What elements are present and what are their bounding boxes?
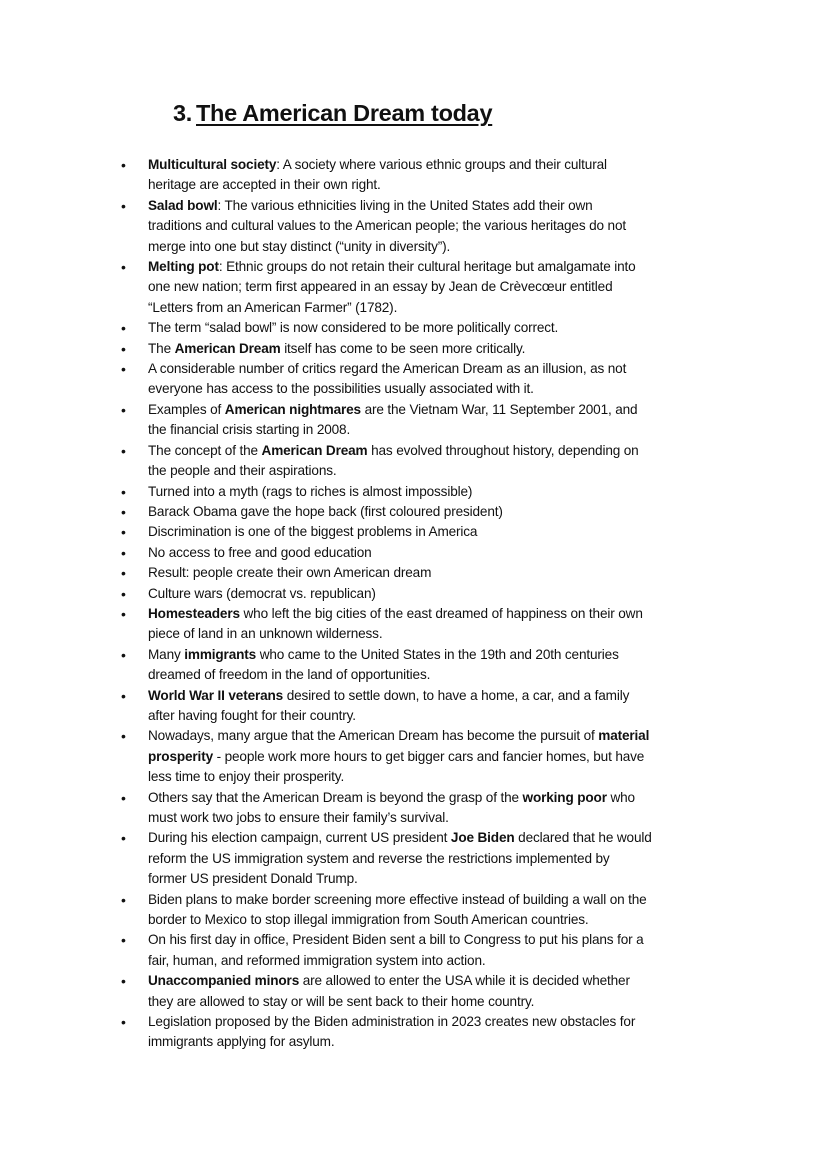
text-line xyxy=(148,543,828,563)
text-segment: less time to enjoy their prosperity. xyxy=(148,769,345,785)
bold-term: Unaccompanied minors xyxy=(148,973,300,989)
list-item xyxy=(0,155,828,196)
bullet-icon: • xyxy=(121,932,126,949)
bullet-icon: • xyxy=(121,524,126,541)
text-line xyxy=(148,298,828,318)
list-item xyxy=(0,543,828,563)
text-segment: Result: people create their own American dream xyxy=(148,565,432,581)
list-item xyxy=(0,522,828,542)
text-line xyxy=(148,910,828,930)
bullet-icon: • xyxy=(121,259,126,276)
text-line xyxy=(148,400,828,420)
text-line xyxy=(148,237,828,257)
text-line xyxy=(148,379,828,399)
text-segment: fair, human, and reformed immigration system into action. xyxy=(148,952,486,968)
text-segment: Nowadays, many argue that the American Dream has become the pursuit of xyxy=(148,728,599,744)
text-line xyxy=(148,359,828,379)
list-item xyxy=(0,482,828,502)
text-segment: Culture wars (democrat vs. republican) xyxy=(148,585,376,601)
text-segment: heritage are accepted in their own right. xyxy=(148,177,381,193)
text-segment: : A society where various ethnic groups and their cultural xyxy=(276,157,607,172)
bold-term: American Dream xyxy=(261,442,368,458)
text-segment: - people work more hours to get bigger cars and fancier homes, but have xyxy=(212,748,645,764)
page-title xyxy=(173,100,492,127)
list-item xyxy=(0,828,828,889)
text-line xyxy=(148,441,828,461)
text-segment: Examples of xyxy=(148,401,225,417)
text-segment: has evolved throughout history, depending on xyxy=(367,442,639,458)
text-segment: desired to settle down, to have a home, a car, and a family xyxy=(283,687,630,703)
text-segment: the financial crisis starting in 2008. xyxy=(148,422,351,438)
text-line xyxy=(148,686,828,706)
list-item xyxy=(0,359,828,400)
text-line xyxy=(148,706,828,726)
bullet-icon: • xyxy=(121,320,126,337)
text-line xyxy=(148,522,828,542)
text-segment: Many xyxy=(148,646,185,662)
text-segment: “Letters from an American Farmer” (1782). xyxy=(148,299,398,315)
text-segment: declared that he would xyxy=(514,830,652,846)
text-line xyxy=(148,869,828,889)
text-segment: one new nation; term first appeared in an essay by Jean de Crèvecœur entitled xyxy=(148,279,613,295)
list-item xyxy=(0,441,828,482)
text-segment: The term “salad bowl” is now considered to be more politically correct. xyxy=(148,320,559,336)
text-segment: Barack Obama gave the hope back (first coloured president) xyxy=(148,503,503,519)
text-line xyxy=(148,828,828,848)
text-segment: The xyxy=(148,340,175,356)
bold-term: immigrants xyxy=(184,646,257,662)
list-item xyxy=(0,584,828,604)
text-segment: border to Mexico to stop illegal immigration from South American countries. xyxy=(148,912,589,928)
list-item xyxy=(0,257,828,318)
text-segment: A considerable number of critics regard the American Dream as an illusion, as not xyxy=(148,361,627,377)
bullet-icon: • xyxy=(121,1014,126,1031)
text-line xyxy=(148,992,828,1012)
list-item xyxy=(0,726,828,787)
text-segment: : The various ethnicities living in the United States add their own xyxy=(217,197,593,213)
bullet-icon: • xyxy=(121,789,126,806)
text-line xyxy=(148,482,828,502)
bullet-icon: • xyxy=(121,442,126,459)
text-line xyxy=(148,502,828,522)
list-item xyxy=(0,1012,828,1053)
text-segment: dreamed of freedom in the land of opportunities. xyxy=(148,667,431,683)
bold-term: Multicultural society xyxy=(148,157,277,172)
text-line xyxy=(148,747,828,767)
text-line xyxy=(148,930,828,950)
text-line xyxy=(148,318,828,338)
text-line xyxy=(148,788,828,808)
list-item xyxy=(0,971,828,1012)
list-item xyxy=(0,788,828,829)
section-number: 3. xyxy=(173,100,192,126)
bullet-icon: • xyxy=(121,728,126,745)
text-line xyxy=(148,849,828,869)
text-segment: the people and their aspirations. xyxy=(148,463,337,479)
list-item xyxy=(0,930,828,971)
bullet-icon: • xyxy=(121,973,126,990)
bullet-icon: • xyxy=(121,585,126,602)
bullet-icon: • xyxy=(121,401,126,418)
text-segment: are allowed to enter the USA while it is decided whether xyxy=(299,973,630,989)
text-segment: Legislation proposed by the Biden administration in 2023 creates new obstacles for xyxy=(148,1014,636,1030)
bullet-icon: • xyxy=(121,544,126,561)
text-segment: immigrants applying for asylum. xyxy=(148,1034,335,1050)
text-line xyxy=(148,767,828,787)
bold-term: American nightmares xyxy=(224,401,361,417)
bullet-icon: • xyxy=(121,340,126,357)
text-line xyxy=(148,420,828,440)
text-line xyxy=(148,277,828,297)
bold-term: American Dream xyxy=(174,340,281,356)
bullet-icon: • xyxy=(121,891,126,908)
text-segment: Others say that the American Dream is beyond the grasp of the xyxy=(148,789,523,805)
list-item xyxy=(0,339,828,359)
text-line xyxy=(148,665,828,685)
text-line xyxy=(148,1032,828,1052)
bold-term: Melting pot xyxy=(148,259,219,275)
text-line xyxy=(148,604,828,624)
text-segment: Discrimination is one of the biggest problems in America xyxy=(148,524,478,540)
bold-term: Joe Biden xyxy=(450,830,515,846)
list-item xyxy=(0,645,828,686)
bullet-icon: • xyxy=(121,830,126,847)
list-item xyxy=(0,502,828,522)
text-line xyxy=(148,645,828,665)
bold-term: Homesteaders xyxy=(148,605,240,621)
text-line xyxy=(148,196,828,216)
bullet-icon: • xyxy=(121,687,126,704)
text-line xyxy=(148,461,828,481)
bold-term: Salad bowl xyxy=(148,197,218,213)
text-segment: who came to the United States in the 19th and 20th centuries xyxy=(256,646,619,662)
text-segment: itself has come to be seen more critically. xyxy=(280,340,526,356)
text-line xyxy=(148,808,828,828)
text-segment: who xyxy=(606,789,635,805)
bold-term: prosperity xyxy=(148,748,213,764)
list-item xyxy=(0,604,828,645)
bullet-icon: • xyxy=(121,605,126,622)
text-segment: after having fought for their country. xyxy=(148,707,356,723)
list-item xyxy=(0,400,828,441)
text-line xyxy=(148,175,828,195)
text-line xyxy=(148,563,828,583)
list-item xyxy=(0,563,828,583)
text-line xyxy=(148,726,828,746)
bold-term: material xyxy=(598,728,650,744)
bold-term: World War II veterans xyxy=(148,687,284,703)
text-segment: are the Vietnam War, 11 September 2001, and xyxy=(360,401,638,417)
bullet-icon: • xyxy=(121,503,126,520)
text-line xyxy=(148,1012,828,1032)
bullet-icon: • xyxy=(121,157,126,173)
text-segment: No access to free and good education xyxy=(148,544,372,560)
list-item xyxy=(0,318,828,338)
text-segment: piece of land in an unknown wilderness. xyxy=(148,626,383,642)
text-segment: Biden plans to make border screening more effective instead of building a wall on the xyxy=(148,891,647,907)
text-line xyxy=(148,971,828,991)
bullet-icon: • xyxy=(121,565,126,582)
bullet-list xyxy=(0,155,828,1053)
text-segment: they are allowed to stay or will be sent back to their home country. xyxy=(148,993,535,1009)
bullet-icon: • xyxy=(121,361,126,378)
text-segment: everyone has access to the possibilities usually associated with it. xyxy=(148,381,534,397)
text-segment: who left the big cities of the east dreamed of happiness on their own xyxy=(239,605,643,621)
list-item xyxy=(0,890,828,931)
text-line xyxy=(148,584,828,604)
text-line xyxy=(148,257,828,277)
text-line xyxy=(148,216,828,236)
text-segment: merge into one but stay distinct (“unity in diversity”). xyxy=(148,238,451,254)
section-title: The American Dream today xyxy=(196,100,493,126)
bullet-icon: • xyxy=(121,197,126,214)
bold-term: working poor xyxy=(522,789,607,805)
bullet-icon: • xyxy=(121,646,126,663)
text-segment: The concept of the xyxy=(148,442,262,458)
text-line xyxy=(148,951,828,971)
list-item xyxy=(0,686,828,727)
text-segment: must work two jobs to ensure their family’s survival. xyxy=(148,810,449,825)
text-line xyxy=(148,890,828,910)
text-segment: During his election campaign, current US president xyxy=(148,830,451,846)
text-segment: On his first day in office, President Biden sent a bill to Congress to put his plans for a xyxy=(148,932,644,948)
text-line xyxy=(148,624,828,644)
text-segment: former US president Donald Trump. xyxy=(148,871,358,887)
text-line xyxy=(148,339,828,359)
text-line xyxy=(148,155,828,175)
text-segment: Turned into a myth (rags to riches is almost impossible) xyxy=(148,483,473,499)
text-segment: : Ethnic groups do not retain their cultural heritage but amalgamate into xyxy=(218,259,636,275)
list-item xyxy=(0,196,828,257)
text-segment: reform the US immigration system and reverse the restrictions implemented by xyxy=(148,850,610,866)
bullet-icon: • xyxy=(121,483,126,500)
text-segment: traditions and cultural values to the American people; the various heritages do not xyxy=(148,218,626,234)
